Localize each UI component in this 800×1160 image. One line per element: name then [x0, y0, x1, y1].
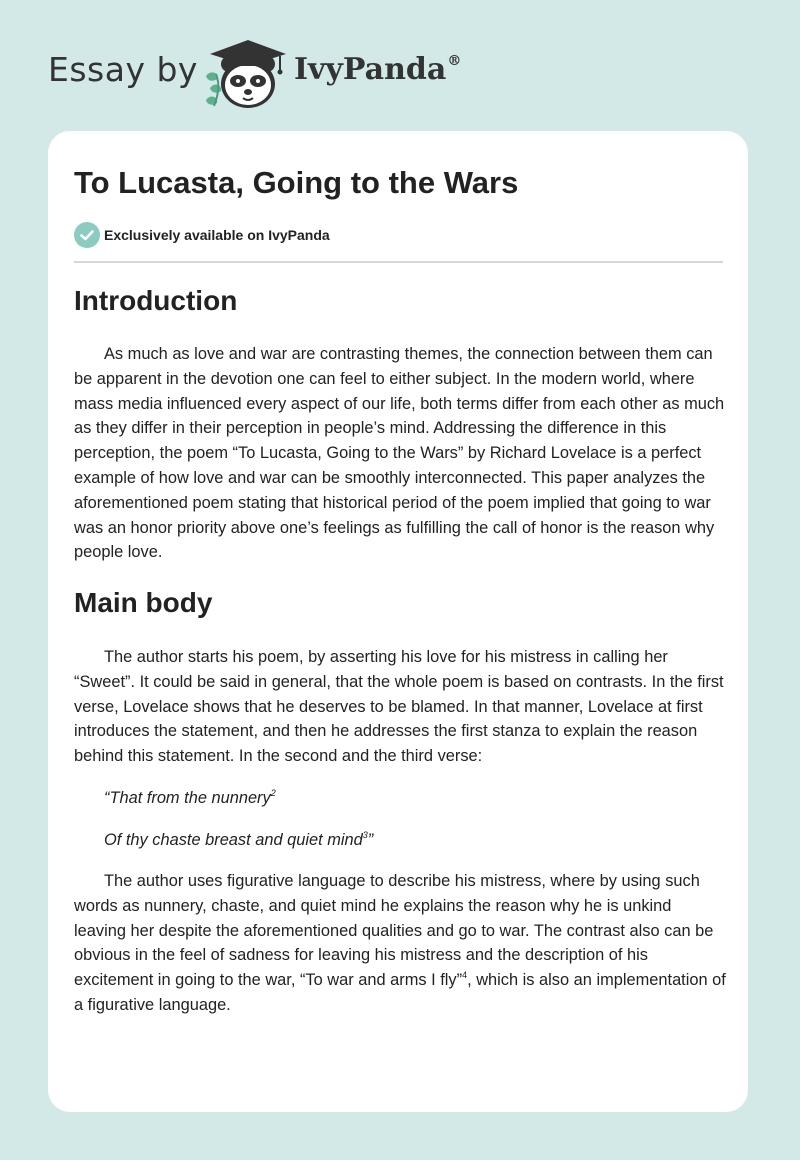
quote-text: Of thy chaste breast and quiet mind — [104, 831, 363, 849]
site-header — [0, 0, 800, 120]
panda-graduate-icon[interactable] — [200, 36, 296, 110]
section-heading-introduction: Introduction — [74, 285, 238, 316]
main-body-paragraph-1: The author starts his poem, by asserting his love for his mistress in calling her “Sweet”. It could be said in general, that the whole poem is based on contrasts. In the first verse, Lovelace shows that he deserves to be blamed. In that manner, Lovelace at first introduces the statement, and then he addresses the first stanza to explain the reason behind this statement. In the second and the third verse: — [74, 648, 724, 766]
footnote-ref[interactable]: 4 — [462, 970, 468, 981]
footnote-ref[interactable]: 2 — [270, 788, 276, 798]
quote-text: “That from the nunnery — [104, 789, 271, 807]
paragraph-text-end: , which is also an implementation of a figurative language. — [74, 971, 726, 1014]
main-body-paragraph-2 — [74, 869, 726, 1018]
paragraph-text: The author uses figurative language to describe his mistress, where by using such words as nunnery, chaste, and quiet mind he explains the reason why he is unkind leaving her despite the aforementioned qualities and go to war. The contrast also can be obvious in the feel of sadness for leaving his mistress and the description of his excitement in going to the war, “To war and arms I fly” — [74, 872, 714, 990]
exclusive-badge — [74, 222, 330, 248]
footnote-ref[interactable]: 3 — [362, 830, 368, 840]
page-title: To Lucasta, Going to the Wars — [74, 165, 519, 200]
brand-name: IvyPanda — [294, 52, 447, 87]
essay-card — [48, 131, 748, 1112]
ivypanda-logo-text[interactable] — [294, 52, 461, 87]
poem-quote-line-1 — [104, 786, 276, 810]
check-circle-icon — [74, 222, 100, 248]
section-heading-main-body: Main body — [74, 587, 213, 618]
divider — [74, 261, 723, 263]
registered-mark: ® — [447, 53, 462, 69]
essay-by-label: Essay by — [48, 50, 198, 89]
introduction-paragraph: As much as love and war are contrasting themes, the connection between them can be apparent in the devotion one can feel to either subject. In the modern world, where mass media influenced every aspect of our life, both terms differ from each other as much as they differ in their perception in people’s mind. Addressing the difference in this perception, the poem “To Lucasta, Going to the Wars” by Richard Lovelace is a perfect example of how love and war can be smoothly interconnected. This paper analyzes the aforementioned poem stating that historical period of the poem implied that going to war was an honor priority above one’s feelings as fulfilling the call of honor is the reason why people love. — [74, 345, 725, 562]
poem-quote-line-2 — [104, 828, 373, 852]
quote-close: ” — [367, 831, 374, 849]
exclusive-badge-label: Exclusively available on IvyPanda — [104, 227, 330, 243]
